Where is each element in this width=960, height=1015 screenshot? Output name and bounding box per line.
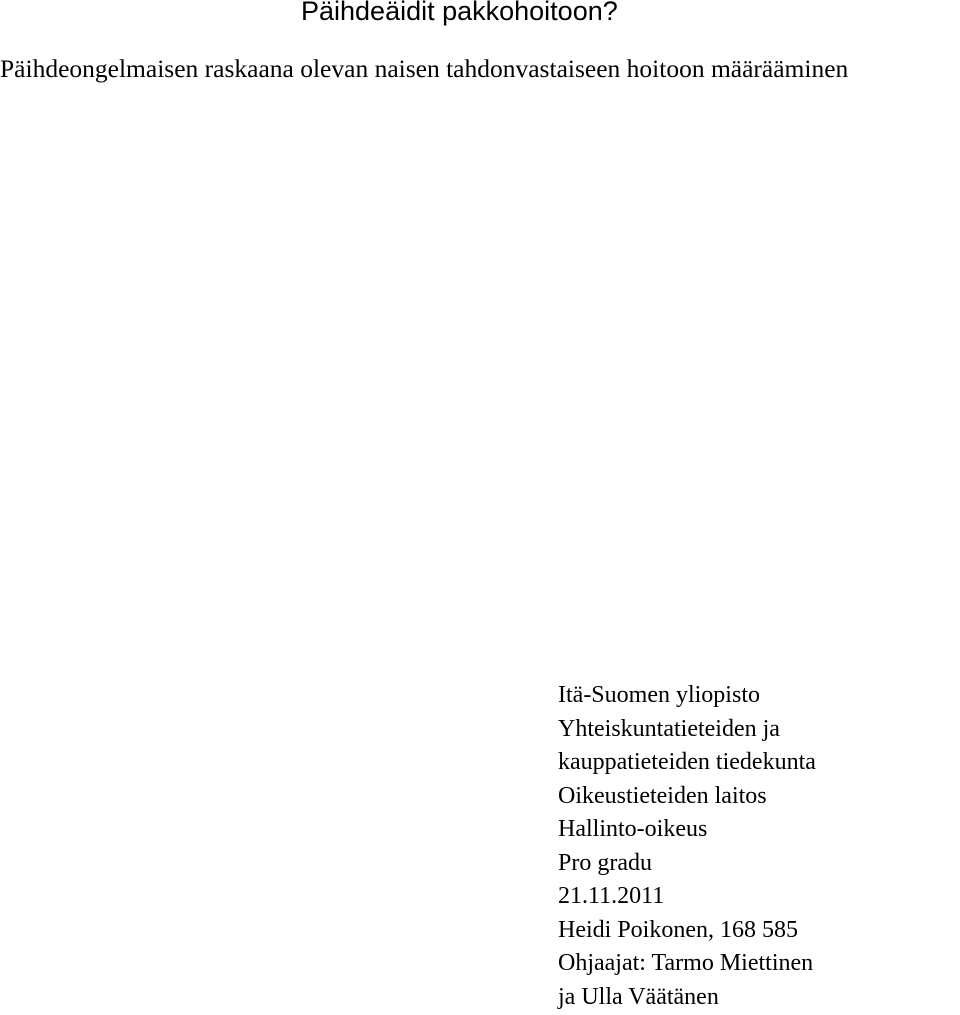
document-title: Päihdeäidit pakkohoitoon? (301, 0, 618, 26)
date-line: 21.11.2011 (558, 883, 665, 909)
subject-line: Hallinto-oikeus (558, 816, 708, 842)
author-line: Heidi Poikonen, 168 585 (558, 916, 798, 943)
thesis-info-block (558, 679, 958, 1014)
thesis-type-line: Pro gradu (558, 849, 652, 876)
department-line: Oikeustieteiden laitos (558, 782, 767, 809)
university-line: Itä-Suomen yliopisto (558, 682, 760, 708)
supervisors-line-2: ja Ulla Väätänen (558, 983, 719, 1010)
faculty-line-1: Yhteiskuntatieteiden ja (558, 715, 780, 742)
faculty-line-2: kauppatieteiden tiedekunta (558, 749, 816, 775)
document-subtitle: Päihdeongelmaisen raskaana olevan naisen tahdonvastaiseen hoitoon määrääminen (0, 54, 849, 83)
supervisors-line-1: Ohjaajat: Tarmo Miettinen (558, 950, 814, 976)
